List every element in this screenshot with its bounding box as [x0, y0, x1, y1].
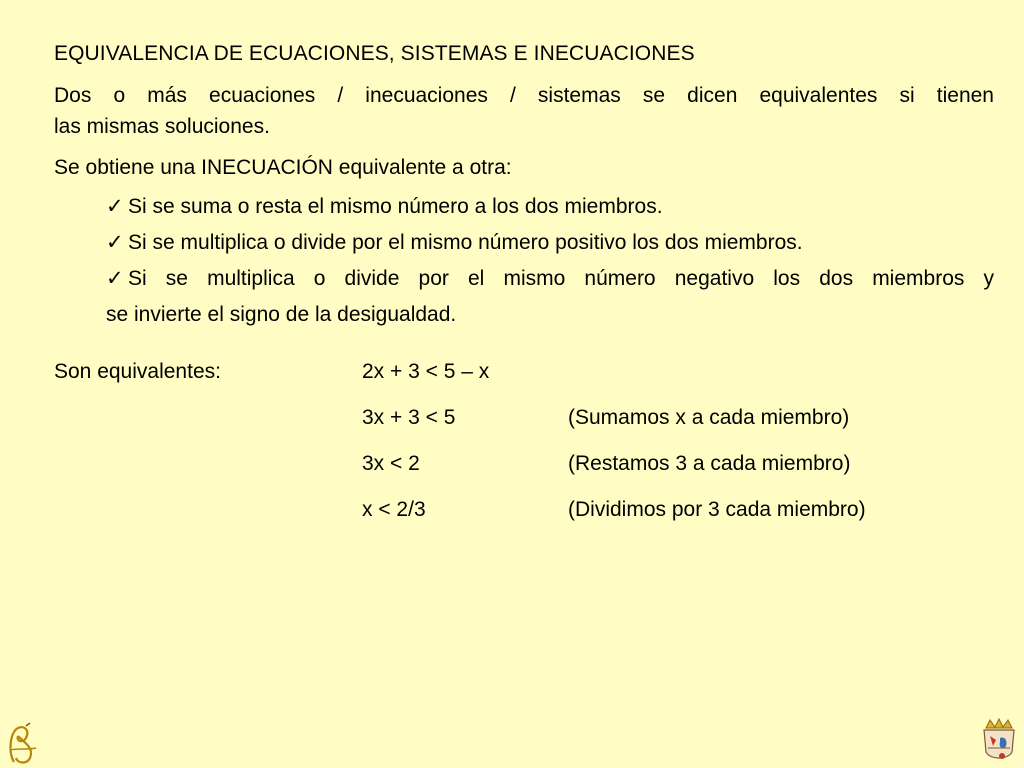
crest-logo-icon — [978, 718, 1020, 766]
definition-paragraph — [54, 80, 994, 142]
example-expression-3: 3x < 2 — [362, 452, 420, 475]
definition-line-2: las mismas soluciones. — [54, 115, 270, 138]
example-expression-4: x < 2/3 — [362, 498, 426, 521]
check-icon: ✓ — [106, 267, 124, 290]
check-icon: ✓ — [106, 231, 124, 254]
example-note-4: (Dividimos por 3 cada miembro) — [568, 498, 866, 521]
rules-list — [106, 189, 994, 333]
example-note-2: (Sumamos x a cada miembro) — [568, 406, 850, 429]
list-item — [106, 261, 994, 333]
example-expression-2: 3x + 3 < 5 — [362, 406, 456, 429]
definition-line-1: Dos o más ecuaciones / inecuaciones / sistemas se dicen equivalentes si tienen — [54, 84, 994, 107]
monogram-logo-icon — [4, 722, 40, 766]
list-item — [106, 225, 994, 261]
list-item — [106, 189, 994, 225]
example-note-3: (Restamos 3 a cada miembro) — [568, 452, 851, 475]
bullet-text-1: Si se suma o resta el mismo número a los dos miembros. — [128, 195, 663, 218]
example-expression-1: 2x + 3 < 5 – x — [362, 360, 490, 383]
check-icon: ✓ — [106, 195, 124, 218]
rule-intro: Se obtiene una INECUACIÓN equivalente a otra: — [54, 156, 512, 179]
bullet-text-2: Si se multiplica o divide por el mismo número positivo los dos miembros. — [128, 231, 803, 254]
bullet-continuation: se invierte el signo de la desigualdad. — [106, 303, 457, 326]
bullet-text-3: Si se multiplica o divide por el mismo número negativo los dos miembros y — [128, 267, 994, 290]
example-label: Son equivalentes: — [54, 360, 221, 383]
slide-title: EQUIVALENCIA DE ECUACIONES, SISTEMAS E INECUACIONES — [54, 42, 695, 65]
